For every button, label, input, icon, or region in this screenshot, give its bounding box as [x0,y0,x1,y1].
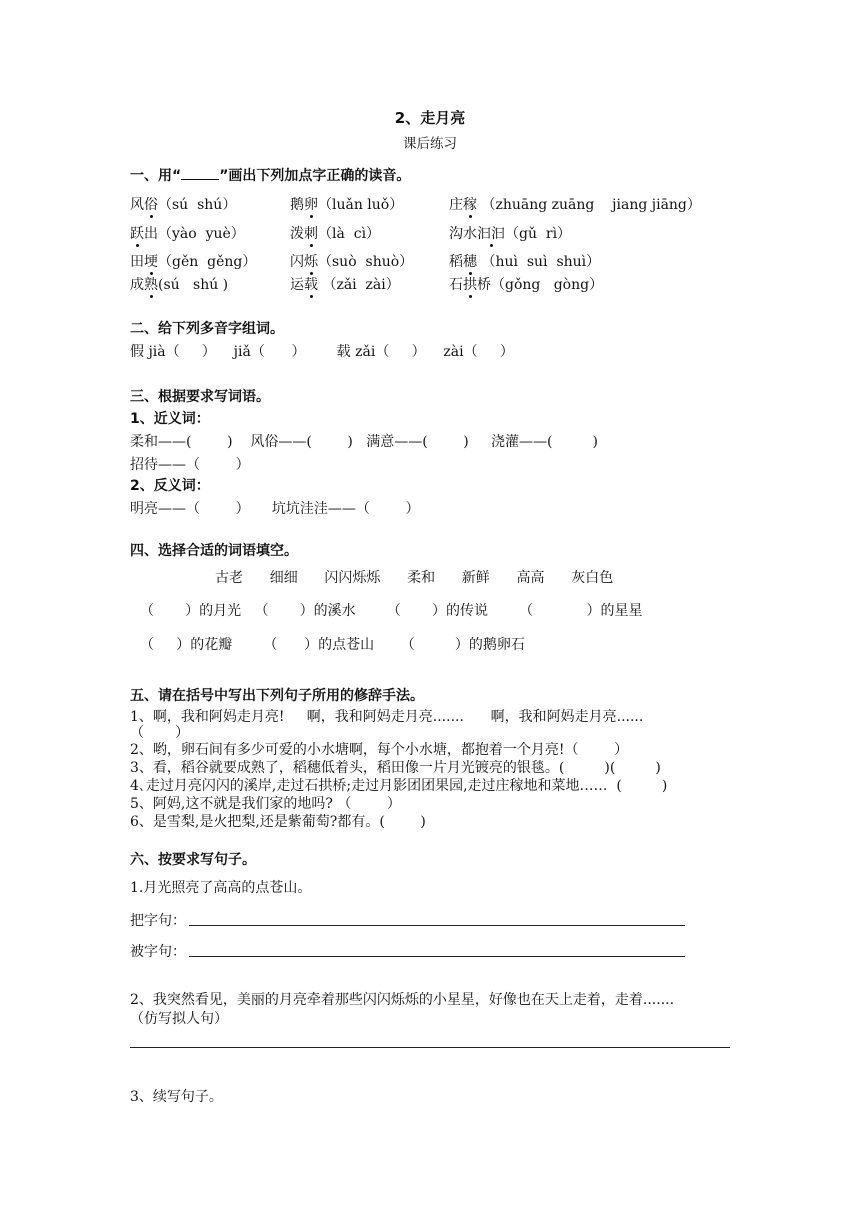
pinyin-item [449,194,701,214]
dotted-character: 跃 [130,223,144,243]
bei-sentence-label: 被字句： [130,944,186,960]
pinyin-item [130,194,236,214]
pinyin-item [130,274,228,294]
pinyin-options: （là cì） [318,226,381,242]
pinyin-item [449,251,600,271]
section-5-heading: 五、请在括号中写出下列句子所用的修辞手法。 [130,688,424,704]
pinyin-item [130,223,245,243]
pinyin-item [290,274,400,294]
rhetoric-line-4: 4､走过月亮闪闪的溪岸,走过石拱桥;走过月影团团果园,走过庄稼地和菜地…… ( ) [130,778,668,794]
rhetoric-line-2: 2、哟，卵石间有多少可爱的小水塘啊，每个小水塘，都抱着一个月亮!（ ） [130,742,629,758]
dotted-character: 拱 [463,274,477,294]
pinyin-options: （sú shú） [158,197,237,213]
pinyin-word-prefix: 闪 [290,254,304,270]
fill-line-2: （ ）的花瓣 （ ）的点苍山 （ ）的鹅卵石 [140,637,525,653]
dotted-character: 俗 [144,194,158,214]
polyphone-line: 假 jià（ ） jiǎ（ ） 载 zǎi（ ） zài（ ） [130,344,514,360]
pinyin-word-prefix: 田 [130,254,144,270]
dotted-character: 汩汩 [477,223,505,243]
dotted-character: 载 [304,274,318,294]
dotted-character: 穗 [463,251,477,271]
pinyin-item [290,251,413,271]
page-subtitle: 课后练习 [403,136,457,152]
section-6-heading: 六、按要求写句子。 [130,852,256,868]
fill-line-1: （ ）的月光 （ ）的溪水 （ ）的传说 （ ）的星星 [140,603,643,619]
section-4-heading: 四、选择合适的词语填空。 [130,543,298,559]
personification-answer-line[interactable] [130,1047,730,1048]
pinyin-word-prefix: 庄 [449,197,463,213]
pinyin-word-prefix: 风 [130,197,144,213]
pinyin-item [290,223,380,243]
word-bank: 古老 细细 闪闪烁烁 柔和 新鲜 高高 灰白色 [215,570,614,586]
pinyin-word-prefix: 沟水 [449,226,477,242]
antonym-subheading: 2、反义词： [130,478,210,494]
sentence-q2-note: （仿写拟人句） [130,1011,228,1027]
dotted-character: 烁 [304,251,318,271]
pinyin-options: （luǎn luǒ） [318,197,404,213]
rhetoric-line-3: 3、看，稻谷就要成熟了，稻穗低着头，稻田像一片月光镀亮的银毯。( )( ) [130,760,661,776]
pinyin-options: （zǎi zài） [318,277,400,293]
bei-sentence-answer-line[interactable] [189,956,685,957]
dotted-character: 稼 [463,194,477,214]
antonym-line: 明亮——（ ） 坑坑洼洼——（ ） [130,501,420,517]
pinyin-word-prefix: 鹅 [290,197,304,213]
section-1-heading-post: ”画出下列加点字正确的读音。 [219,168,411,184]
pinyin-word-prefix: 泼 [290,226,304,242]
dotted-character: 卵 [304,194,318,214]
ba-sentence-answer-line[interactable] [189,925,685,926]
ba-sentence-label: 把字句： [130,913,186,929]
rhetoric-line-1: 1、啊，我和阿妈走月亮! 啊，我和阿妈走月亮....... 啊，我和阿妈走月亮...... [130,709,644,725]
pinyin-word-prefix: 成 [130,277,144,293]
pinyin-item [449,223,571,243]
pinyin-options: 出（yào yuè） [144,226,245,242]
rhetoric-line-1b: （ ） [130,725,190,741]
dotted-character: 熟 [144,274,158,294]
pinyin-item [130,251,256,271]
pinyin-options: 桥（gǒng gòng） [477,277,604,293]
pinyin-options: （zhuāng zuāng jiang jiāng） [477,197,701,213]
underline-blank [181,167,219,180]
synonym-subheading: 1、近义词： [130,411,210,427]
rhetoric-line-5: 5、阿妈,这不就是我们家的地吗? （ ） [130,796,401,812]
pinyin-options: (sú shú ) [158,277,229,293]
sentence-q1: 1.月光照亮了高高的点苍山。 [130,880,312,896]
pinyin-options: （gěn gěng） [158,254,257,270]
section-1-heading-pre: 一、用“ [130,168,182,184]
section-1-heading [130,165,410,185]
pinyin-word-prefix: 石 [449,277,463,293]
rhetoric-line-6: 6、是雪梨,是火把梨,还是紫葡萄?都有。( ) [130,814,426,830]
section-2-heading: 二、给下列多音字组词。 [130,321,284,337]
dotted-character: 埂 [144,251,158,271]
pinyin-word-prefix: 运 [290,277,304,293]
sentence-q2: 2、我突然看见，美丽的月亮牵着那些闪闪烁烁的小星星，好像也在天上走着，走着....... [130,992,675,1008]
dotted-character: 刺 [304,223,318,243]
pinyin-options: （suò shuò） [318,254,414,270]
pinyin-word-prefix: 稻 [449,254,463,270]
pinyin-item [290,194,403,214]
pinyin-options: （gǔ rì） [505,226,572,242]
sentence-q3: 3、续写句子。 [130,1089,223,1105]
pinyin-item [449,274,603,294]
synonym-line-2: 招待——（ ） [130,457,250,473]
section-3-heading: 三、根据要求写词语。 [130,389,270,405]
synonym-line-1: 柔和——( ) 风俗——( ) 满意——( ) 浇灌——( ) [130,434,598,450]
page-title: 2、走月亮 [394,109,466,127]
pinyin-options: （huì suì shuì） [477,254,601,270]
